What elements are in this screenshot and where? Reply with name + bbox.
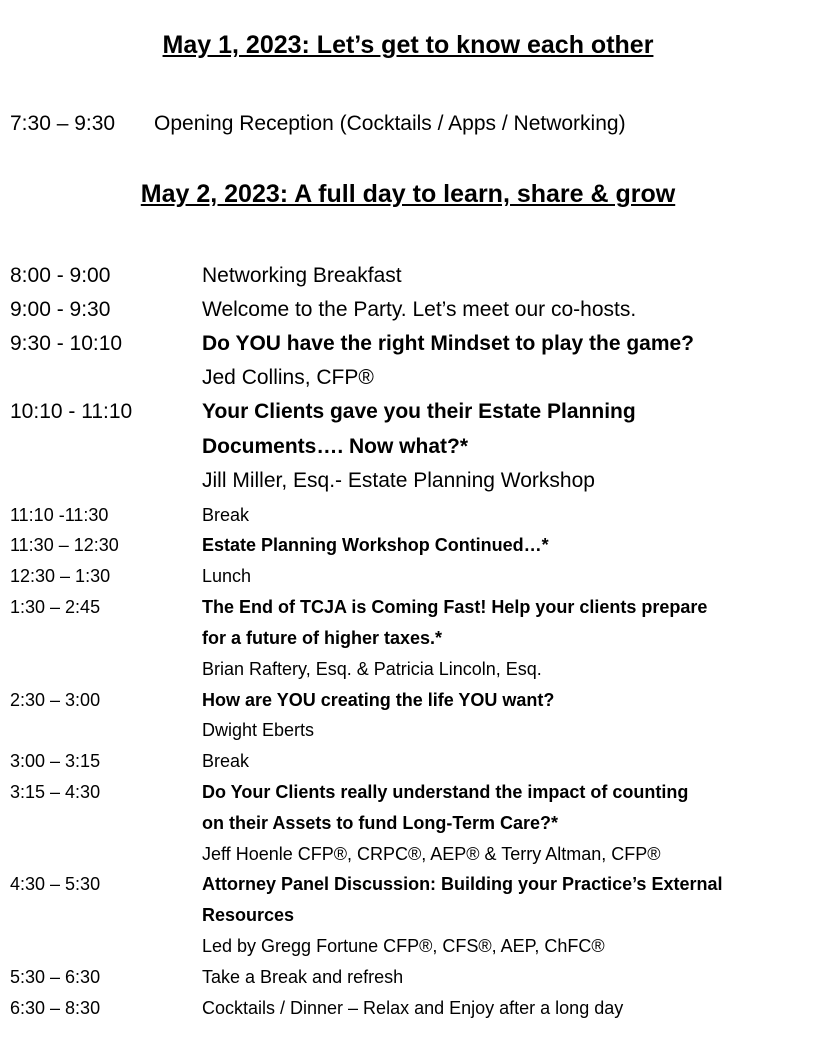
session-title: Your Clients gave you their Estate Planning bbox=[202, 400, 636, 423]
schedule-row bbox=[10, 562, 810, 593]
schedule-row bbox=[10, 295, 810, 329]
schedule-description: Break bbox=[202, 505, 250, 525]
schedule-row bbox=[10, 363, 810, 397]
schedule-row bbox=[10, 261, 810, 295]
schedule-row bbox=[10, 329, 810, 363]
day2-heading: May 2, 2023: A full day to learn, share & grow bbox=[140, 180, 676, 208]
speaker-name: Jill Miller, Esq.- Estate Planning Workshop bbox=[202, 469, 595, 492]
session-title: for a future of higher taxes.* bbox=[202, 628, 443, 648]
schedule-time: 9:30 - 10:10 bbox=[10, 332, 123, 355]
session-title: How are YOU creating the life YOU want? bbox=[202, 690, 555, 710]
schedule-row bbox=[10, 432, 810, 466]
schedule-time: 10:10 - 11:10 bbox=[10, 400, 133, 423]
schedule-description: Lunch bbox=[202, 566, 252, 586]
speaker-name: Brian Raftery, Esq. & Patricia Lincoln, Esq. bbox=[202, 659, 542, 679]
reception-description: Opening Reception (Cocktails / Apps / Networking) bbox=[154, 112, 626, 135]
schedule-description: Cocktails / Dinner – Relax and Enjoy after a long day bbox=[202, 998, 624, 1018]
schedule-row bbox=[10, 963, 810, 994]
schedule-time: 4:30 – 5:30 bbox=[10, 874, 101, 894]
schedule-row bbox=[10, 624, 810, 655]
session-title: Resources bbox=[202, 905, 295, 925]
session-title: The End of TCJA is Coming Fast! Help your clients prepare bbox=[202, 597, 708, 617]
speaker-name: Jed Collins, CFP® bbox=[202, 366, 374, 389]
speaker-name: Dwight Eberts bbox=[202, 720, 315, 740]
schedule-row bbox=[10, 932, 810, 963]
opening-reception-row bbox=[10, 112, 626, 136]
schedule-time: 2:30 – 3:00 bbox=[10, 690, 101, 710]
schedule-time: 12:30 – 1:30 bbox=[10, 566, 111, 586]
schedule-row bbox=[10, 593, 810, 624]
schedule-row bbox=[10, 994, 810, 1025]
schedule-row bbox=[10, 716, 810, 747]
schedule-row bbox=[10, 655, 810, 686]
schedule-time: 6:30 – 8:30 bbox=[10, 998, 101, 1018]
schedule-time: 5:30 – 6:30 bbox=[10, 967, 101, 987]
schedule-row bbox=[10, 840, 810, 871]
schedule-row bbox=[10, 686, 810, 717]
reception-time: 7:30 – 9:30 bbox=[10, 112, 116, 135]
schedule-description: Networking Breakfast bbox=[202, 264, 402, 287]
schedule-description: Take a Break and refresh bbox=[202, 967, 404, 987]
session-title: Do Your Clients really understand the impact of counting bbox=[202, 782, 689, 802]
schedule-row bbox=[10, 501, 810, 532]
schedule-row bbox=[10, 870, 810, 901]
schedule-row bbox=[10, 778, 810, 809]
speaker-name: Jeff Hoenle CFP®, CRPC®, AEP® & Terry Altman, CFP® bbox=[202, 844, 661, 864]
schedule-row bbox=[10, 466, 810, 500]
schedule-row bbox=[10, 901, 810, 932]
schedule-row bbox=[10, 747, 810, 778]
day1-heading: May 1, 2023: Let’s get to know each other bbox=[162, 31, 654, 59]
schedule-time: 8:00 - 9:00 bbox=[10, 264, 111, 287]
schedule-time: 11:10 -11:30 bbox=[10, 505, 109, 525]
schedule-time: 3:00 – 3:15 bbox=[10, 751, 101, 771]
schedule-row bbox=[10, 397, 810, 431]
schedule-time: 1:30 – 2:45 bbox=[10, 597, 101, 617]
schedule-time: 11:30 – 12:30 bbox=[10, 535, 119, 555]
session-title: on their Assets to fund Long-Term Care?* bbox=[202, 813, 559, 833]
session-title: Estate Planning Workshop Continued…* bbox=[202, 535, 549, 555]
schedule-time: 3:15 – 4:30 bbox=[10, 782, 101, 802]
session-title: Do YOU have the right Mindset to play the game? bbox=[202, 332, 695, 355]
schedule-time: 9:00 - 9:30 bbox=[10, 298, 111, 321]
schedule-row bbox=[10, 809, 810, 840]
schedule-row bbox=[10, 531, 810, 562]
schedule-description: Break bbox=[202, 751, 250, 771]
schedule-description: Welcome to the Party. Let’s meet our co-hosts. bbox=[202, 298, 637, 321]
session-title: Documents…. Now what?* bbox=[202, 435, 469, 458]
session-title: Attorney Panel Discussion: Building your Practice’s External bbox=[202, 874, 723, 894]
speaker-name: Led by Gregg Fortune CFP®, CFS®, AEP, ChFC® bbox=[202, 936, 605, 956]
